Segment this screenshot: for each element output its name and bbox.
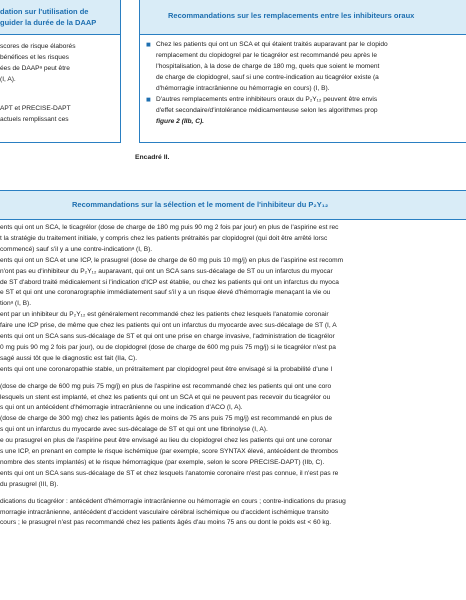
left-box-line-4: (I, A). [0,76,16,83]
main-box-line: ents qui ont un SCA, le ticagrélor (dose de charge de 180 mg puis 90 mg 2 fois par jour) en plus de l'aspirine est rec [0,224,339,231]
main-box-line: e ou prasugrel en plus de l'aspirine peut être envisagé au lieu du clopidogrel chez les patients qui ont une coronar [0,437,332,445]
main-box-line: ents qui ont un SCA et une ICP, le prasugrel (dose de charge de 60 mg puis 10 mg/j) en plus de l'aspirine est recomm [0,256,344,264]
main-box-line: ent par un inhibiteur du P₂Y₁₂ est généralement recommandé chez les patients chez lesquels l'anatomie coronair [0,311,329,319]
right-box-line-2: remplacement du clopidogrel par le ticagrélor est recommandé peu après le [156,52,378,59]
main-box-line: (dose de charge de 600 mg puis 75 mg/j) en plus de l'aspirine est recommandé chez les patients qui ont une coro [0,382,332,390]
main-box-line: morragie intracrânienne, antécédent d'accident vasculaire cérébral ischémique ou d'accident ischémique transito [0,508,329,516]
left-box-line-7: actuels remplissant ces [0,116,69,123]
main-box-line: tionᵃ (I, B). [0,300,32,308]
bullet-icon: ■ [146,95,151,104]
main-box-line: nombre des stents implantés) et le risque hémorragique (par exemple, selon le score PRECISE-DAPT) (IIb, C). [0,458,325,466]
main-box-line: s qui ont un antécédent d'hémorragie intracrânienne ou une indication d'ACO (I, A). [0,404,243,412]
main-box-line: e ST et qui ont une coronarographie immédiatement sauf s'il y a un risque élevé d'hémorragie menaçant la vie ou [0,289,331,297]
left-box-header-line-1: dation sur l'utilisation de [0,7,89,16]
left-box-line-6: APT et PRECISE-DAPT [0,105,71,112]
right-box-header [140,0,466,35]
main-box-line: de ST d'abord traité médicalement si l'indication d'ICP est établie, ou chez les patients qui ont un infarctus du myoca [0,278,339,286]
right-box-line-6: D'autres remplacements entre inhibiteurs oraux du P₂Y₁₂ peuvent être envis [156,96,378,103]
right-box-line-1: Chez les patients qui ont un SCA et qui étaient traités auparavant par le clopido [156,41,388,48]
main-box-line: t la stratégie du traitement initiale, y compris chez les patients prétraités par clopidogrel (qui doit être arrêté lorsc [0,234,328,242]
main-box-line: 0 mg puis 90 mg 2 fois par jour), ou de clopidogrel (dose de charge de 600 mg puis 75 mg/j) si le ticagrélor n'est pa [0,343,336,351]
left-recommendation-box [0,0,121,143]
right-box-line-3: l'hospitalisation, à la dose de charge de 180 mg, quels que soient le moment [156,63,380,70]
main-box-line: ents qui ont une coronaropathie stable, un prétraitement par clopidogrel peut être envisagé si la probabilité d'une I [0,365,333,373]
main-box-line: du prasugrel (III, B). [0,480,59,488]
right-box-line-7: d'effet secondaire/d'intolérance médicamenteuse selon les algorithmes prop [156,107,378,114]
right-recommendation-box [139,0,466,143]
main-box-line: lesquels un stent est implanté, et chez les patients qui ont un SCA et qui ne peuvent pas recevoir du ticagrélor ou [0,393,331,401]
main-box-line: sagé aussi tôt que le diagnostic est fait (IIa, C). [0,354,138,362]
left-box-line-1: scores de risque élaborés [0,43,76,50]
right-box-line-8: figure 2 (IIb, C). [156,118,204,125]
left-box-line-2: bénéfices et les risques [0,54,69,61]
main-box-title: Recommandations sur la sélection et le moment de l'inhibiteur du P₂Y₁₂ [72,200,329,209]
left-box-header-line-2: guider la durée de la DAAP [0,18,97,27]
main-box-line: n'ont pas eu d'inhibiteur du P₂Y₁₂ auparavant, qui ont un SCA sans sus-décalage de ST ou un infarctus du myocar [0,267,333,275]
caption-encadre: Encadré II. [135,154,170,161]
main-box-header [0,191,466,220]
main-box-line: commencé) sauf s'il y a une contre-indicationᵃ (I, B). [0,245,153,253]
left-box-header [0,0,120,35]
left-box-line-3: ées de DAAPᵃ peut être [0,65,70,72]
main-box-line: s qui ont un infarctus du myocarde avec sus-décalage de ST et qui ont une fibrinolyse (I, A). [0,426,268,434]
right-box-line-5: d'hémorragie intracrânienne ou hémorragie en cours) (I, B). [156,85,330,92]
main-recommendation-box [0,190,466,591]
main-box-line: dications du ticagrélor : antécédent d'hémorragie intracrânienne ou hémorragie en cours ; contre-indications du prasug [0,497,346,505]
main-box-line: ents qui ont un SCA sans sus-décalage de ST et chez lesquels l'anatomie coronaire n'est pas connue, il n'est pas re [0,469,339,477]
main-box-line: faire une ICP prise, de même que chez les patients qui ont un infarctus du myocarde avec sus-décalage de ST (I, A [0,322,337,330]
right-box-line-4: de charge de clopidogrel, sauf si une contre-indication au ticagrélor existe (a [156,74,379,81]
bullet-icon: ■ [146,40,151,49]
main-box-line: ents qui ont un SCA sans sus-décalage de ST et qui ont une prise en charge invasive, l'administration de ticagrélor [0,333,335,340]
main-box-line: s une ICP, en prenant en compte le risque ischémique (par exemple, score SYNTAX élevé, antécédent de thrombos [0,448,339,455]
main-box-line: (dose de charge de 300 mg) chez les patients âgés de moins de 75 ans puis 75 mg/j) est recommandé en plus de [0,415,333,423]
main-box-line: cours ; le prasugrel n'est pas recommandé chez les patients âgés d'au moins 75 ans ou dont le poids est < 60 kg. [0,519,332,527]
right-box-title: Recommandations sur les remplacements entre les inhibiteurs oraux [168,11,415,20]
